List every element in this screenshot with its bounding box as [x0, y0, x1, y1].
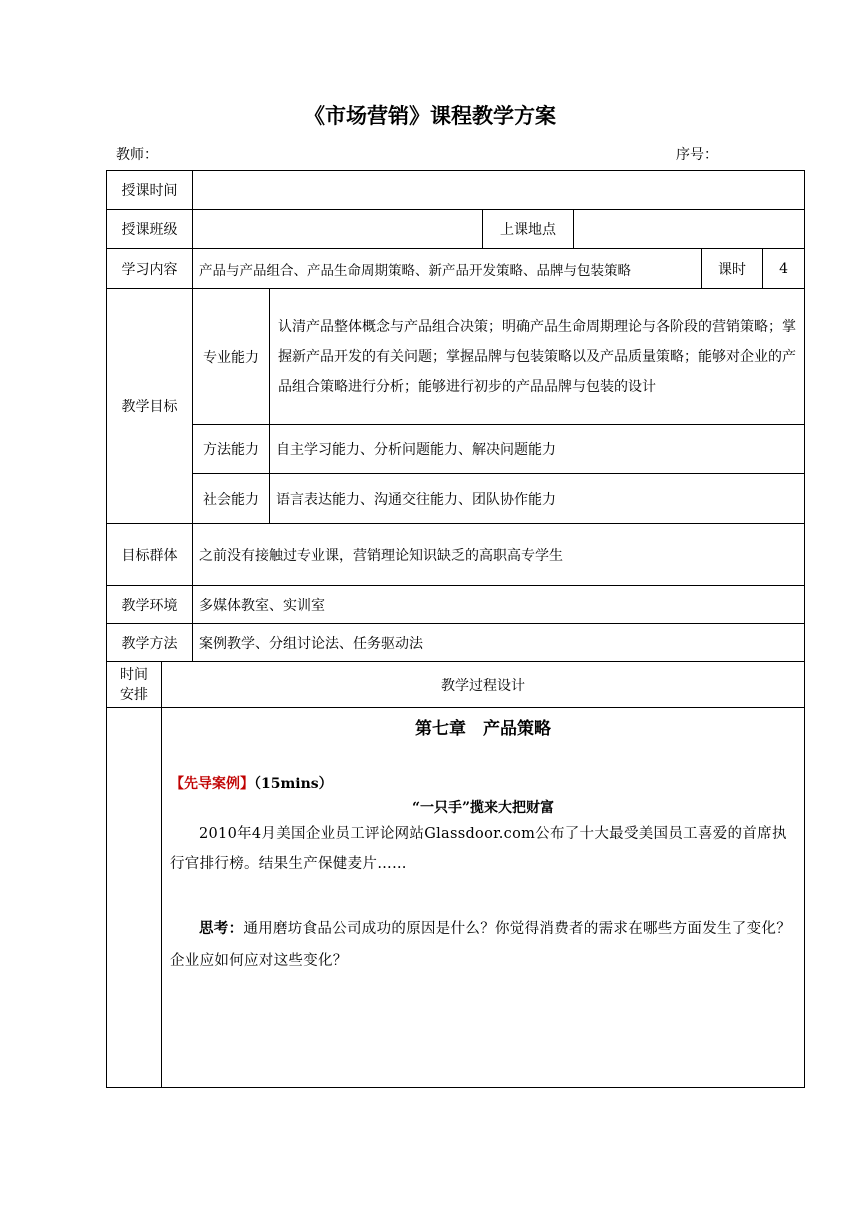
teacher-label: 教师： — [116, 147, 158, 163]
social-value: 语言表达能力、沟通交往能力、团队协作能力 — [270, 474, 805, 524]
process-table — [106, 661, 805, 1088]
target-label: 目标群体 — [107, 524, 193, 586]
page-title: 《市场营销》课程教学方案 — [304, 104, 556, 128]
time-header-line-2: 安排 — [120, 686, 148, 703]
pro-label: 专业能力 — [193, 289, 270, 425]
time-label: 授课时间 — [107, 171, 193, 210]
class-label: 授课班级 — [107, 210, 193, 249]
social-label: 社会能力 — [193, 474, 270, 524]
method-label: 方法能力 — [193, 425, 270, 474]
think-paragraph — [170, 913, 796, 977]
design-header: 教学过程设计 — [162, 662, 805, 708]
teach-method-label: 教学方法 — [107, 624, 193, 662]
course-info-table — [106, 170, 805, 662]
process-content — [162, 708, 805, 1088]
time-header-line-1: 时间 — [120, 666, 148, 683]
hours-label: 课时 — [702, 249, 763, 289]
chapter-title: 第七章 产品策略 — [415, 719, 551, 739]
time-value — [193, 171, 805, 210]
lead-case-line — [170, 773, 796, 793]
case-text: 2010年4月美国企业员工评论网站Glassdoor.com公布了十大最受美国员工喜爱的首席执行官排行榜。结果生产保健麦片…… — [170, 826, 787, 872]
env-value: 多媒体教室、实训室 — [193, 586, 805, 624]
env-label: 教学环境 — [107, 586, 193, 624]
pro-value: 认清产品整体概念与产品组合决策；明确产品生命周期理论与各阶段的营销策略；掌握新产品开发的有关问题；掌握品牌与包装策略以及产品质量策略；能够对企业的产品组合策略进行分析；能够进行初步的产品品牌与包装的设计 — [270, 289, 805, 425]
serial-label: 序号： — [676, 147, 718, 163]
case-title: “一只手”揽来大把财富 — [411, 800, 555, 816]
teach-method-value: 案例教学、分组讨论法、任务驱动法 — [193, 624, 805, 662]
think-text: 通用磨坊食品公司成功的原因是什么？你觉得消费者的需求在哪些方面发生了变化？企业应如何应对这些变化？ — [170, 921, 792, 969]
lead-case-tag: 【先导案例】 — [170, 776, 254, 792]
goal-label: 教学目标 — [107, 289, 193, 524]
class-value — [193, 210, 483, 249]
time-arrangement-header — [107, 662, 162, 708]
location-label: 上课地点 — [483, 210, 574, 249]
target-value: 之前没有接触过专业课，营销理论知识缺乏的高职高专学生 — [193, 524, 805, 586]
hours-value: 4 — [763, 249, 805, 289]
content-value: 产品与产品组合、产品生命周期策略、新产品开发策略、品牌与包装策略 — [193, 249, 702, 289]
method-value: 自主学习能力、分析问题能力、解决问题能力 — [270, 425, 805, 474]
content-label: 学习内容 — [107, 249, 193, 289]
time-column-cell — [107, 708, 162, 1088]
location-value — [574, 210, 805, 249]
think-label: 思考： — [199, 920, 244, 937]
lead-case-time: （15mins） — [254, 776, 333, 792]
